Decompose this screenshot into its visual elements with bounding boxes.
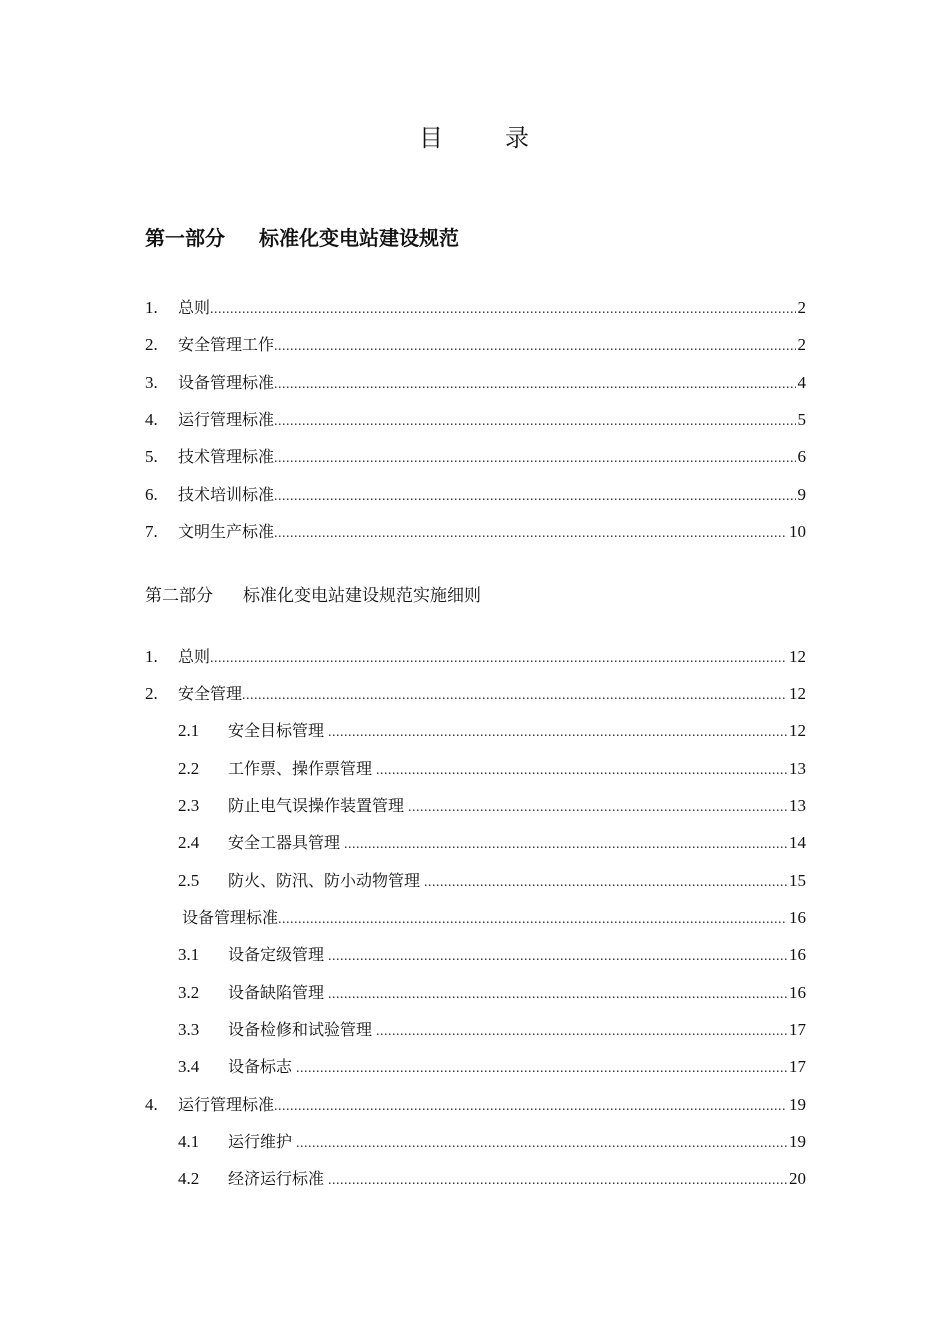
toc-entry-label: 运行维护 (228, 1132, 293, 1151)
toc-entry-page: 19 (789, 1132, 806, 1151)
toc-entry-label: 文明生产标准 (178, 522, 275, 541)
part-two-heading (145, 581, 481, 606)
toc-entry-page: 2 (797, 335, 806, 354)
toc-entry[interactable] (145, 370, 806, 394)
toc-entry-page: 13 (789, 796, 806, 815)
toc-entry-label: 技术管理标准 (178, 447, 275, 466)
toc-entry-page: 9 (797, 485, 806, 504)
toc-entry-page: 12 (789, 684, 806, 703)
toc-subentry[interactable] (178, 868, 806, 892)
toc-subentry[interactable] (178, 830, 806, 854)
toc-entry-page: 17 (789, 1020, 806, 1039)
toc-entry-label: 安全目标管理 (228, 721, 325, 740)
toc-entry-number: 3.1 (178, 945, 200, 964)
toc-entry[interactable] (182, 905, 806, 929)
toc-entry-page: 10 (789, 522, 806, 541)
toc-entry[interactable] (145, 482, 806, 506)
toc-leader-dots (274, 489, 795, 505)
toc-entry-page: 12 (789, 647, 806, 666)
toc-entry-number: 3. (145, 373, 158, 392)
part-two-number: 第二部分 (145, 586, 213, 606)
toc-leader-dots (376, 763, 787, 779)
toc-leader-dots (274, 414, 795, 430)
toc-entry-number: 2.5 (178, 871, 200, 890)
toc-entry[interactable] (145, 1092, 806, 1116)
toc-entry-number: 2. (145, 684, 158, 703)
toc-leader-dots (274, 1099, 787, 1115)
toc-leader-dots (274, 377, 795, 393)
toc-entry-label: 运行管理标准 (178, 410, 275, 429)
toc-entry[interactable] (145, 444, 806, 468)
toc-leader-dots (344, 837, 787, 853)
toc-entry-number: 1. (145, 298, 158, 317)
toc-entry-page: 4 (797, 373, 806, 392)
toc-entry-number: 4. (145, 1095, 158, 1114)
toc-entry-page: 19 (789, 1095, 806, 1114)
toc-entry-number: 2. (145, 335, 158, 354)
toc-leader-dots (274, 451, 795, 467)
toc-entry-number: 2.3 (178, 796, 200, 815)
toc-entry-label: 设备定级管理 (228, 945, 325, 964)
toc-entry-label: 技术培训标准 (178, 485, 275, 504)
toc-entry-label: 设备缺陷管理 (228, 983, 325, 1002)
toc-entry-number: 4. (145, 410, 158, 429)
toc-entry[interactable] (145, 519, 806, 543)
toc-entry-page: 15 (789, 871, 806, 890)
toc-entry-label: 总则 (178, 298, 211, 317)
toc-entry-label: 设备管理标准 (178, 373, 275, 392)
toc-entry-number: 3.2 (178, 983, 200, 1002)
toc-leader-dots (296, 1061, 787, 1077)
toc-entry-label: 安全管理工作 (178, 335, 275, 354)
toc-entry-number: 4.1 (178, 1132, 200, 1151)
toc-subentry[interactable] (178, 718, 806, 742)
toc-leader-dots (274, 339, 795, 355)
toc-entry-label: 总则 (178, 647, 211, 666)
part-two-name: 标准化变电站建设规范实施细则 (243, 586, 481, 606)
toc-entry-number: 6. (145, 485, 158, 504)
toc-subentry[interactable] (178, 1166, 806, 1190)
toc-entry-label: 设备检修和试验管理 (228, 1020, 373, 1039)
toc-subentry[interactable] (178, 1054, 806, 1078)
toc-subentry[interactable] (178, 1129, 806, 1153)
toc-entry-label: 安全工器具管理 (228, 833, 341, 852)
toc-entry-number: 2.1 (178, 721, 200, 740)
toc-entry-label: 运行管理标准 (178, 1095, 275, 1114)
toc-entry-page: 5 (797, 410, 806, 429)
toc-entry-page: 16 (789, 945, 806, 964)
toc-leader-dots (274, 526, 787, 542)
toc-entry-number: 4.2 (178, 1169, 200, 1188)
toc-leader-dots (296, 1136, 787, 1152)
toc-subentry[interactable] (178, 1017, 806, 1041)
toc-entry[interactable] (145, 407, 806, 431)
toc-entry-page: 6 (797, 447, 806, 466)
toc-leader-dots (242, 688, 787, 704)
toc-entry-label: 工作票、操作票管理 (228, 759, 373, 778)
toc-entry-number: 7. (145, 522, 158, 541)
toc-subentry[interactable] (178, 980, 806, 1004)
part-one-number: 第一部分 (145, 226, 225, 250)
toc-entry-label: 设备标志 (228, 1057, 293, 1076)
toc-leader-dots (424, 875, 787, 891)
toc-entry-number: 3.3 (178, 1020, 200, 1039)
toc-entry[interactable] (145, 295, 806, 319)
toc-entry-number: 1. (145, 647, 158, 666)
part-one-name: 标准化变电站建设规范 (259, 226, 459, 250)
toc-entry-page: 2 (797, 298, 806, 317)
toc-entry-label: 安全管理 (178, 684, 243, 703)
toc-entry-label: 防止电气误操作装置管理 (228, 796, 405, 815)
page-title (0, 118, 950, 153)
toc-entry-page: 14 (789, 833, 806, 852)
toc-subentry[interactable] (178, 942, 806, 966)
toc-entry-page: 16 (789, 983, 806, 1002)
toc-entry-page: 16 (789, 908, 806, 927)
toc-entry-page: 20 (789, 1169, 806, 1188)
title-char-right: 录 (505, 124, 531, 152)
toc-subentry[interactable] (178, 756, 806, 780)
toc-leader-dots (376, 1024, 787, 1040)
toc-leader-dots (328, 949, 787, 965)
part-one-heading (145, 222, 459, 251)
toc-leader-dots (210, 302, 795, 318)
toc-leader-dots (328, 987, 787, 1003)
toc-entry-page: 13 (789, 759, 806, 778)
toc-entry-label: 防火、防汛、防小动物管理 (228, 871, 421, 890)
toc-entry-page: 17 (789, 1057, 806, 1076)
toc-entry-label: 设备管理标准 (182, 908, 279, 927)
toc-entry-number: 5. (145, 447, 158, 466)
toc-entry[interactable] (145, 681, 806, 705)
toc-entry-number: 2.2 (178, 759, 200, 778)
toc-entry-page: 12 (789, 721, 806, 740)
toc-subentry[interactable] (178, 793, 806, 817)
toc-leader-dots (328, 725, 787, 741)
toc-leader-dots (210, 651, 787, 667)
toc-entry[interactable] (145, 332, 806, 356)
toc-leader-dots (278, 912, 787, 928)
toc-entry[interactable] (145, 644, 806, 668)
toc-leader-dots (408, 800, 787, 816)
toc-entry-label: 经济运行标准 (228, 1169, 325, 1188)
toc-entry-number: 3.4 (178, 1057, 200, 1076)
title-char-left: 目 (419, 124, 445, 152)
toc-leader-dots (328, 1173, 787, 1189)
toc-entry-number: 2.4 (178, 833, 200, 852)
